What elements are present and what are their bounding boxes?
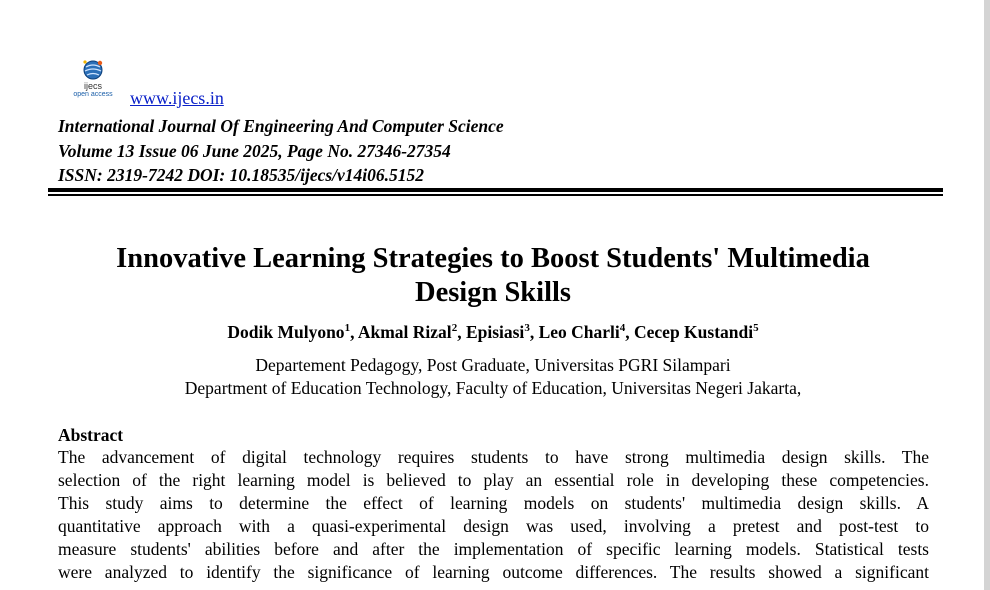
ijecs-globe-icon	[80, 58, 106, 82]
author-affiliation-mark: 3	[524, 322, 530, 334]
journal-website-link[interactable]: www.ijecs.in	[130, 88, 224, 108]
article-title-line: Design Skills	[414, 277, 571, 308]
author-affiliation-mark: 5	[753, 322, 759, 334]
header-rule-thick	[48, 188, 943, 192]
author-affiliation-mark: 2	[451, 322, 458, 334]
abstract-line: This study aims to determine the effect of learning models on students' multimedia design skills. A	[58, 493, 929, 513]
author-name: Akmal Rizal	[357, 322, 452, 342]
abstract-heading: Abstract	[58, 425, 124, 445]
abstract-line: selection of the right learning model is believed to play an essential role in developing these competencies.	[58, 470, 929, 490]
affiliation-line: Department of Education Technology, Faculty of Education, Universitas Negeri Jakarta,	[184, 378, 802, 398]
page-edge-bar	[984, 0, 990, 590]
author-affiliation-mark: 4	[619, 322, 626, 334]
abstract-line: measure students' abilities before and after the implementation of specific learning models. Statistical tests	[58, 539, 929, 559]
author-name: Episiasi	[465, 322, 525, 342]
affiliations	[60, 354, 926, 400]
header-rule-thin	[48, 194, 943, 196]
abstract-line: quantitative approach with a quasi-experimental design was used, involving a pretest and post-test to	[58, 516, 929, 536]
abstract-line: were analyzed to identify the significance of learning outcome differences. The results showed a significant	[58, 562, 929, 582]
author-name: Cecep Kustandi	[634, 322, 754, 342]
journal-logo	[64, 58, 122, 102]
journal-info	[58, 114, 504, 188]
abstract-body	[58, 446, 929, 584]
journal-name: International Journal Of Engineering And Computer Science	[58, 116, 504, 136]
logo-name: ijecs	[83, 81, 102, 91]
article-title	[60, 242, 926, 310]
logo-tagline: open access	[73, 91, 113, 98]
journal-issue: Volume 13 Issue 06 June 2025, Page No. 27346-27354	[58, 140, 451, 161]
affiliation-line: Departement Pedagogy, Post Graduate, Universitas PGRI Silampari	[255, 355, 731, 375]
journal-issn-doi: ISSN: 2319-7242 DOI: 10.18535/ijecs/v14i06.5152	[58, 165, 425, 185]
author-affiliation-mark: 1	[344, 322, 351, 334]
abstract-line: The advancement of digital technology requires students to have strong multimedia design skills. The	[58, 447, 929, 467]
article-title-line: Innovative Learning Strategies to Boost Students' Multimedia	[116, 243, 870, 274]
author-list: Dodik Mulyono$^1$, Akmal Rizal$^2$, Episiasi$^3$, Leo Charli$^4$, Cecep Kustandi$^5$	[227, 322, 759, 342]
author-name: Leo Charli	[538, 322, 620, 342]
author-name: Dodik Mulyono	[227, 322, 345, 342]
